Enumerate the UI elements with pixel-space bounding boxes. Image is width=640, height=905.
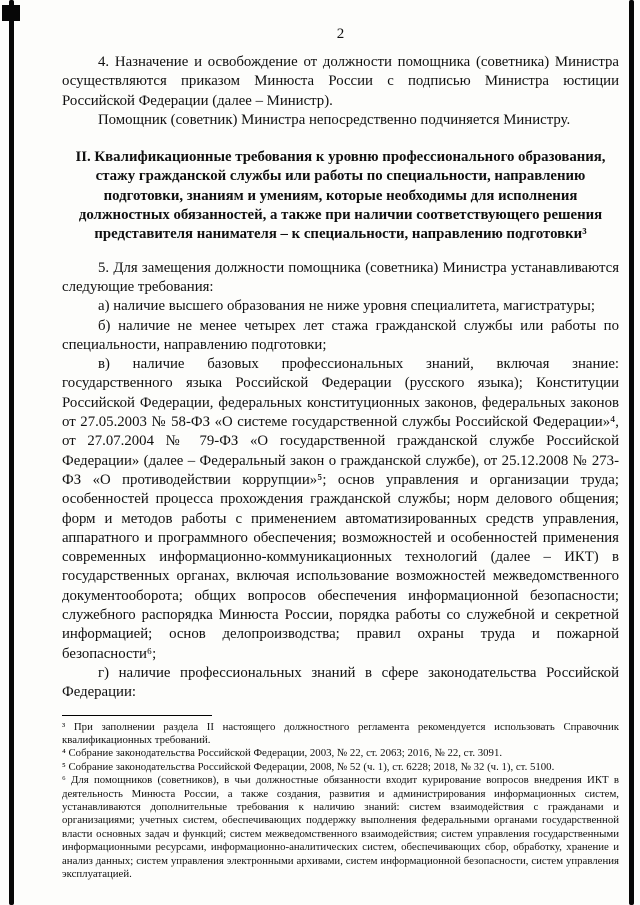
page-number: 2: [336, 26, 345, 42]
footnote: ⁴ Собрание законодательства Российской Федерации, 2003, № 22, ст. 2063; 2016, № 22, ст. 3091.: [62, 747, 503, 760]
scan-artifact-left-edge: [9, 0, 14, 905]
paragraph: 4. Назначение и освобождение от должности помощника (советника) Министра осуществляются приказом Минюста России с подписью Министра юстиции Российской Федерации (далее – Министр).: [62, 54, 619, 109]
paragraph: б) наличие не менее четырех лет стажа гражданской службы или работы по специальности, направлению подготовки;: [62, 317, 619, 353]
scan-artifact-right-edge: [629, 0, 634, 905]
paragraph: г) наличие профессиональных знаний в сфере законодательства Российской Федерации:: [62, 664, 619, 701]
footnote: ⁵ Собрание законодательства Российской Федерации, 2008, № 52 (ч. 1), ст. 6228; 2018, № 32 (ч. 1), ст. 5100.: [62, 760, 555, 773]
paragraph: а) наличие высшего образования не ниже уровня специалитета, магистратуры;: [98, 298, 595, 315]
footnote-separator: [62, 715, 212, 716]
paragraph: в) наличие базовых профессиональных знаний, включая знание: государственного языка Российской Федерации (русского языка); Конституции Российской Федерации, федеральных конституционных законов, федеральных законов от 27.05.2003 № 58-ФЗ «О системе государственной службы Российской Федерации»⁴, от 27.07.2004 № 79-ФЗ «О государственной гражданской службе Российской Федерации» (далее – Федеральный закон о гражданской службе), от 25.12.2008 № 273-ФЗ «О противодействии коррупции»⁵; основ управления и организации труда; особенностей процесса прохождения гражданской службы; норм делового общения; форм и методов работы с применением автоматизированных средств управления, аппаратного и программного обеспечения; возможностей и особенностей применения современных информационно-коммуникационных технологий (далее – ИКТ) в государственных органах, включая использование возможностей межведомственного документооборота; общих вопросов обеспечения информационной безопасности; служебного распорядка Минюста России, порядка работы со служебной и секретной информацией; основ делопроизводства; правил охраны труда и пожарной безопасности⁶;: [62, 356, 619, 662]
paragraph: 5. Для замещения должности помощника (советника) Министра устанавливаются следующие требования:: [62, 259, 619, 295]
page-content: [62, 26, 619, 881]
paragraph: Помощник (советник) Министра непосредственно подчиняется Министру.: [98, 111, 571, 128]
scan-artifact-corner-mark: [2, 5, 20, 21]
footnote: ⁶ Для помощников (советников), в чьи должностные обязанности входит курирование вопросов внедрения ИКТ в деятельность Минюста России, а также создания, развития и администрирования информационных систем, устанавливаются дополнительные требования к наличию знаний: систем взаимодействия с гражданами и организациями; учетных систем, обеспечивающих поддержку выполнения федеральными органами государственной власти основных задач и функций; систем межведомственного взаимодействия; систем управления государственными информационными ресурсами, информационно-аналитических систем, обеспечивающих сбор, обработку, хранение и анализ данных; систем управления электронными архивами, систем информационной безопасности, систем управления эксплуатацией.: [62, 774, 619, 880]
footnote: ³ При заполнении раздела II настоящего должностного регламента рекомендуется использовать Справочник квалификационных требований.: [62, 720, 619, 746]
paragraph: II. Квалификационные требования к уровню профессионального образования, стажу гражданской службы или работы по специальности, направлению подготовки, знаниям и умениям, которые необходимы для исполнения должностных обязанностей, а также при наличии соответствующего решения представителя нанимателя – к специальности, направлению подготовки³: [75, 149, 606, 243]
footnote-list: [62, 721, 619, 882]
paragraph-list: [62, 53, 619, 703]
